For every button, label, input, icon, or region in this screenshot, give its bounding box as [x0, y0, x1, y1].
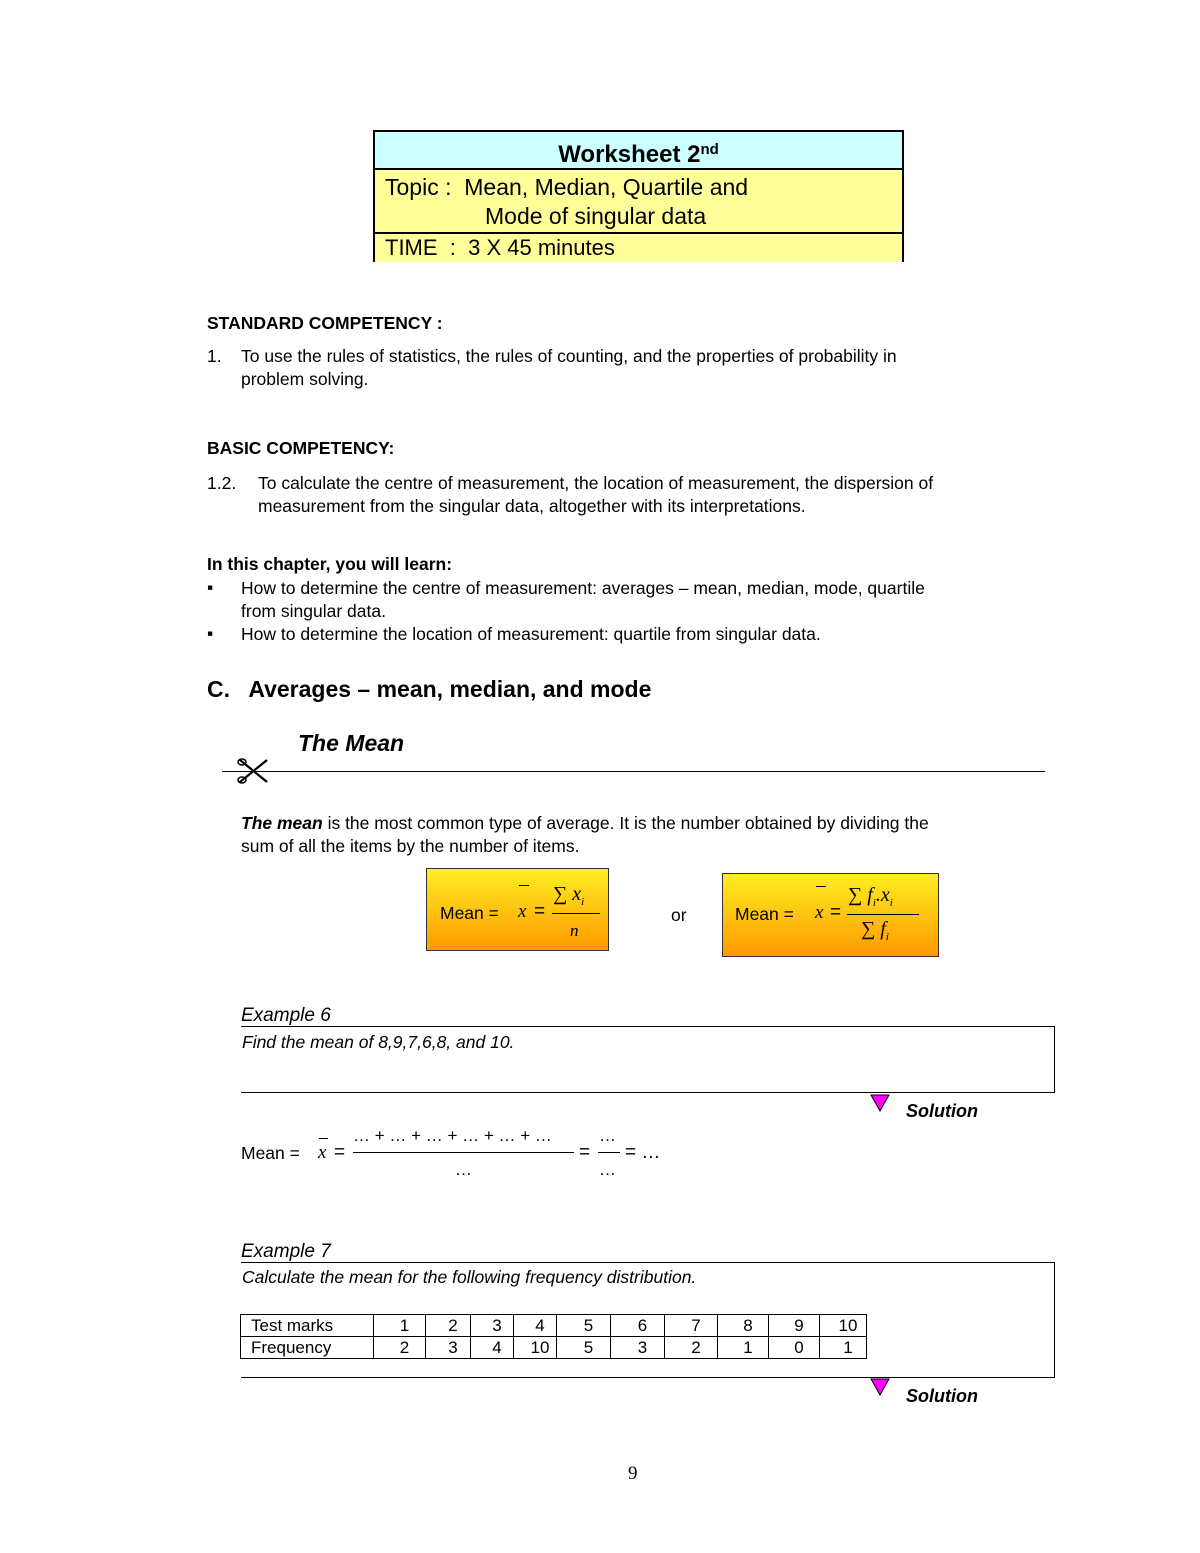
table-cell: 6 [611, 1315, 665, 1337]
topic-line2: Mode of singular data [485, 203, 707, 229]
heading-divider [222, 771, 1045, 772]
formula-numerator: ∑ $f_i.x_i$ [848, 884, 893, 909]
fraction-bar [353, 1152, 574, 1153]
weighted-mean-formula-box [722, 873, 939, 957]
x-bar: x [518, 901, 527, 922]
formula-label: Mean = [735, 904, 794, 924]
formula-label: Mean = [440, 903, 499, 923]
table-cell: 3 [611, 1337, 665, 1359]
table-cell: 9 [769, 1315, 820, 1337]
learn-heading: In this chapter, you will learn: [207, 554, 453, 574]
frequency-table [240, 1314, 867, 1359]
table-cell: 7 [665, 1315, 718, 1337]
table-cell: 4 [514, 1315, 557, 1337]
worksheet-header-box [373, 130, 904, 262]
example6-title: Example 6 [241, 1005, 331, 1026]
example6-question: Find the mean of 8,9,7,6,8, and 10. [242, 1032, 515, 1052]
table-cell: 10 [820, 1315, 867, 1337]
overline [816, 886, 826, 887]
overline [319, 1138, 328, 1139]
fraction-bar [598, 1152, 620, 1153]
table-row [241, 1337, 867, 1359]
table-cell: 0 [769, 1337, 820, 1359]
table-cell: 3 [471, 1315, 514, 1337]
bullet-marker: ▪ [207, 623, 214, 643]
mean-definition-line1: The mean is the most common type of average. It is the number obtained by dividing the [241, 813, 929, 833]
table-cell: 4 [471, 1337, 514, 1359]
bullet-marker: ▪ [207, 577, 214, 597]
learn-bullet-1-line2: from singular data. [241, 601, 386, 621]
example7-title: Example 7 [241, 1241, 331, 1262]
calc-label: Mean = [241, 1143, 300, 1163]
fraction-bar [552, 913, 600, 914]
x-bar: x [815, 902, 824, 923]
table-cell: 5 [557, 1315, 611, 1337]
basic-item-line2: measurement from the singular data, altogether with its interpretations. [258, 496, 806, 516]
formula-numerator: ∑ $x_i$ [553, 883, 585, 908]
standard-item-number: 1. [207, 346, 222, 366]
standard-item-line2: problem solving. [241, 369, 369, 389]
page-number: 9 [628, 1463, 638, 1484]
basic-competency-heading: BASIC COMPETENCY: [207, 438, 395, 458]
basic-item-line1: To calculate the centre of measurement, the location of measurement, the dispersion of [258, 473, 934, 493]
calc-numerator: … + … + … + … + … + … [353, 1126, 552, 1145]
mean-heading: The Mean [298, 730, 405, 756]
table-cell: 8 [718, 1315, 769, 1337]
table-row [241, 1315, 867, 1337]
x-bar: x [318, 1142, 327, 1163]
mean-definition-line2: sum of all the items by the number of items. [241, 836, 580, 856]
fraction-bar [847, 914, 919, 915]
table-row-label: Test marks [241, 1315, 374, 1337]
scissors-icon [237, 758, 271, 784]
table-cell: 2 [665, 1337, 718, 1359]
or-text: or [671, 905, 687, 925]
table-cell: 1 [820, 1337, 867, 1359]
worksheet-title: Worksheet 2nd [375, 132, 902, 170]
equals: = [334, 1142, 346, 1163]
standard-competency-heading: STANDARD COMPETENCY : [207, 313, 443, 333]
topic-label: Topic : Mean, Median, Quartile and [385, 174, 749, 200]
triangle-marker-icon [870, 1094, 890, 1112]
learn-bullet-2-line1: How to determine the location of measurement: quartile from singular data. [241, 624, 821, 644]
table-cell: 5 [557, 1337, 611, 1359]
table-cell: 3 [426, 1337, 471, 1359]
formula-denominator: n [570, 921, 579, 940]
topic-row [375, 170, 902, 234]
example7-question: Calculate the mean for the following frequency distribution. [242, 1267, 697, 1287]
table-cell: 1 [374, 1315, 426, 1337]
overline [519, 885, 529, 886]
triangle-marker-icon [870, 1378, 890, 1396]
calc-denominator-2: … [599, 1160, 616, 1179]
table-row-label: Frequency [241, 1337, 374, 1359]
learn-bullet-1-line1: How to determine the centre of measurement: averages – mean, median, mode, quartile [241, 578, 925, 598]
equals: = [830, 902, 842, 923]
table-cell: 2 [426, 1315, 471, 1337]
section-title: C. Averages – mean, median, and mode [207, 676, 652, 702]
equals: = [534, 901, 546, 922]
standard-item-line1: To use the rules of statistics, the rules of counting, and the properties of probability in [241, 346, 897, 366]
example6-solution-label: Solution [906, 1101, 978, 1121]
time-row: TIME : 3 X 45 minutes [375, 234, 902, 262]
table-cell: 10 [514, 1337, 557, 1359]
basic-item-number: 1.2. [207, 473, 237, 493]
table-cell: 2 [374, 1337, 426, 1359]
equals: = [579, 1142, 591, 1163]
calc-numerator-2: … [599, 1126, 616, 1145]
example7-solution-label: Solution [906, 1386, 978, 1406]
calc-result: = … [625, 1142, 661, 1163]
formula-denominator: ∑ $f_i$ [861, 918, 889, 943]
mean-formula-box [426, 868, 609, 951]
table-cell: 1 [718, 1337, 769, 1359]
calc-denominator: … [455, 1160, 472, 1179]
